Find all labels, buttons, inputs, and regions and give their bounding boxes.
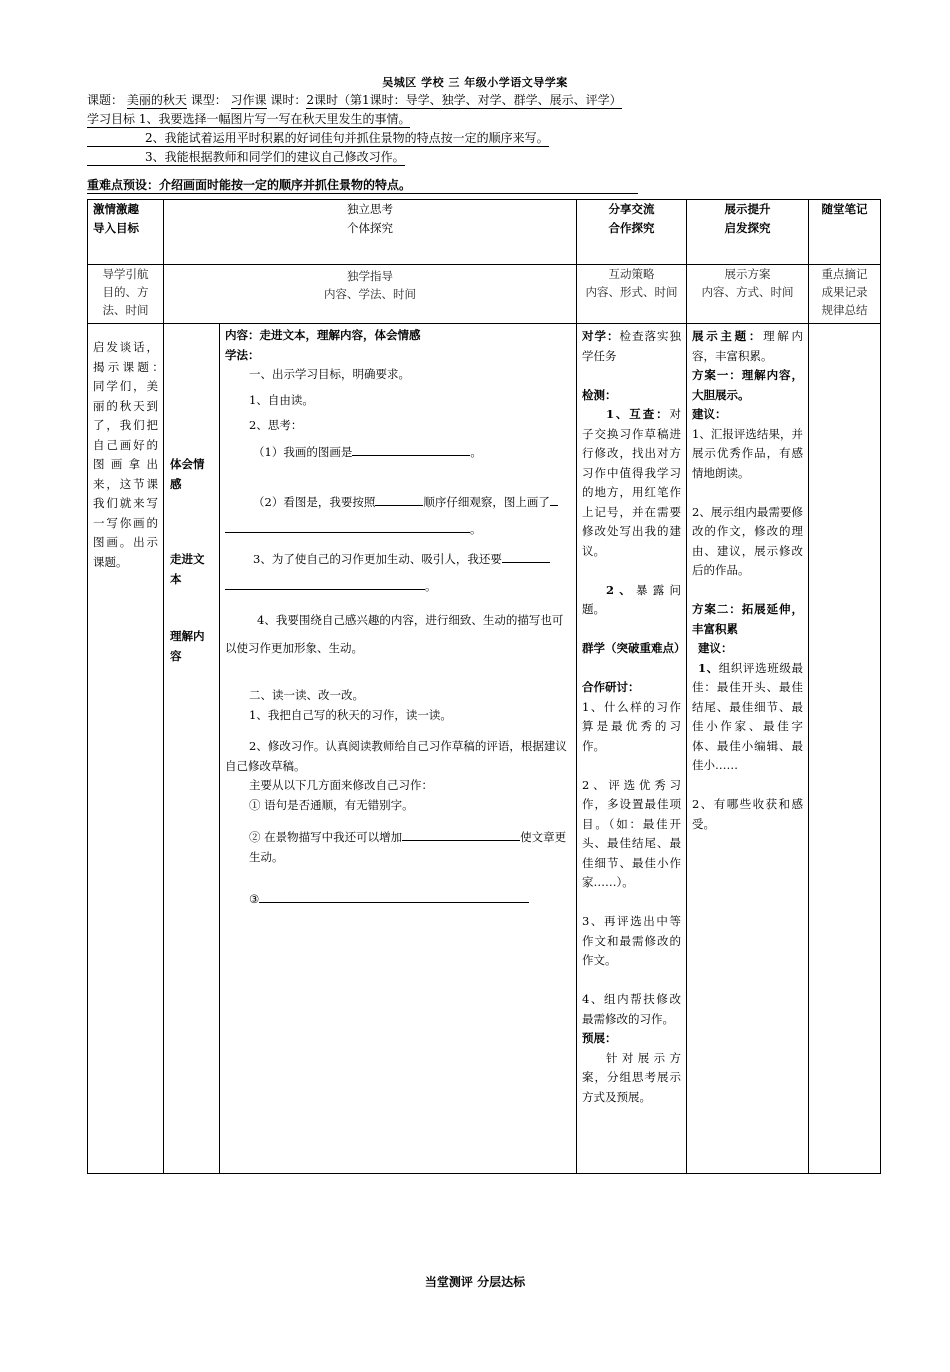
k1-text: 组织评选班级最佳：最佳开头、最佳结尾、最佳细节、最佳小作家、最佳字体、最佳小编辑、最佳小…… [692, 660, 803, 772]
modify-2: ② 在景物描写中我还可以增加 使文章更生动。 [225, 827, 571, 867]
study-method: 学法： [225, 347, 260, 362]
modify-1: ① 语句是否通顺，有无错别字。 [249, 797, 414, 812]
course-info-line [87, 92, 622, 109]
hours-value: 2课时（第1课时：导学、独学、对学、群学、展示、评学） [306, 93, 622, 107]
step-2b: 2、修改习作。认真阅读教师给自己习作草稿的评语，根据建议自己修改草稿。 [225, 739, 567, 773]
stage-1: 体会情感 [170, 457, 205, 491]
show-topic-label: 展示主题： [692, 329, 764, 343]
interact-cell [577, 324, 687, 1174]
subheader-col1: 导学引航 目的、方 法、时间 [88, 265, 164, 324]
yuzhan-text: 针对展示方案，分组思考展示方式及预展。 [582, 1050, 681, 1104]
hezuo-1: 1、什么样的习作算是最优秀的习作。 [582, 699, 681, 753]
notes-cell [809, 324, 881, 1174]
lesson-plan-table [87, 199, 881, 1174]
page-title: 吴城区 学校 三 年级小学语文导学案 [382, 76, 568, 89]
jianyi-2-label: 建议： [698, 641, 733, 655]
step-1: 一、出示学习目标，明确要求。 [249, 367, 410, 381]
stage-3: 理解内容 [170, 629, 205, 663]
jianyi-1: 1、汇报评选结果，并展示优秀作品，有感情地朗读。 [692, 426, 803, 480]
step-1a: 1、自由读。 [249, 392, 314, 407]
jianyi-label: 建议： [692, 407, 727, 421]
check-2-text: 暴露问题。 [582, 582, 681, 616]
step-2c: 主要从以下几方面来修改自己习作： [249, 778, 433, 792]
hezuo-label: 合作研讨： [582, 680, 640, 694]
check-label: 检测： [582, 387, 617, 402]
yuzhan-label: 预展： [582, 1031, 617, 1045]
lesson-type-label: 课型： [190, 93, 227, 107]
subheader-col5: 重点摘记 成果记录 规律总结 [809, 265, 881, 324]
header-col3: 分享交流 合作探究 [577, 200, 687, 265]
intro-cell [88, 324, 170, 1174]
hezuo-4: 4、组内帮扶修改最需修改的习作。 [582, 992, 681, 1026]
footer-text: 当堂测评 分层达标 [424, 1275, 526, 1289]
goal-3: 3、我能根据教师和同学们的建议自己修改习作。 [87, 149, 405, 166]
topic-value: 美丽的秋天 [126, 93, 187, 107]
hezuo-3: 3、再评选出中等作文和最需修改的作文。 [582, 914, 681, 967]
header-col1: 激情激趣 导入目标 [88, 200, 164, 265]
check-1-text: 对子交换习作草稿进行修改，找出对方习作中值得我学习的地方，用红笔作上记号，并在需要修改处写出我的建议。 [582, 407, 681, 558]
table-content-row [88, 324, 881, 1174]
subheader-col4: 展示方案 内容、方式、时间 [687, 265, 809, 324]
intro-text: 启发谈话，揭示课题： 同学们，美丽的秋天到了，我们把自己画好的图画拿出来，这节课我们就来写一写你画的图画。出示课题。 [93, 340, 170, 569]
subheader-col2: 独学指导 内容、学法、时间 [164, 265, 577, 324]
question-1: （1）我画的图画是 。 [225, 442, 571, 463]
step-2a: 1、我把自己写的秋天的习作，读一读。 [249, 707, 452, 722]
check-2-label: 2、 [606, 582, 636, 597]
question-3-blank: 。 [225, 576, 571, 597]
plan-1: 方案一：理解内容，大胆展示。 [692, 368, 803, 402]
study-content: 内容：走进文本，理解内容，体会情感 [225, 328, 421, 342]
stage-cell [164, 324, 220, 1174]
key-point: 重难点预设：介绍画面时能按一定的顺序并抓住景物的特点。 [87, 177, 638, 194]
question-4: 4、我要围绕自己感兴趣的内容，进行细致、生动的描写也可以使习作更加形象、生动。 [225, 613, 564, 655]
jianyi-2: 2、展示组内最需要修改的作文，修改的理由、建议，展示修改后的作品。 [692, 504, 803, 577]
header-col5: 随堂笔记 [809, 200, 881, 265]
step-2: 二、读一读、改一改。 [249, 688, 364, 702]
modify-3: ③ [225, 889, 571, 910]
subheader-col3: 互动策略 内容、形式、时间 [577, 265, 687, 324]
show-cell [687, 324, 809, 1174]
table-subheader-row [88, 265, 881, 324]
goal-2: 2、我能试着运用平时积累的好词佳句并抓住景物的特点按一定的顺序来写。 [87, 130, 549, 147]
hours-label: 课时： [270, 93, 307, 107]
stage-2: 走进文本 [170, 552, 205, 586]
header-col4: 展示提升 启发探究 [687, 200, 809, 265]
check-1-label: 1、互查： [606, 407, 670, 421]
topic-label: 课题： [87, 93, 124, 107]
header-col2: 独立思考 个体探究 [164, 200, 577, 265]
question-2-blank: 。 [225, 519, 571, 540]
plan-2: 方案二：拓展延伸，丰富积累 [692, 602, 803, 636]
lesson-type-value: 习作课 [230, 93, 267, 107]
question-2: （2）看图是，我要按照 顺序仔细观察，图上画了 [225, 492, 571, 513]
table-header-row [88, 200, 881, 265]
duixue-label: 对学： [582, 329, 620, 343]
k1-label: 1、 [698, 660, 719, 675]
question-3: 3、为了使自己的习作更加生动、吸引人，我还要 [225, 549, 571, 570]
step-1b: 2、思考： [249, 418, 303, 432]
study-cell [220, 324, 577, 1174]
goal-1: 学习目标 1、我要选择一幅图片写一写在秋天里发生的事情。 [87, 112, 411, 126]
show-topic: 理解内容，丰富积累。 [692, 329, 804, 363]
duixue-text: 检查落实独学任务 [582, 329, 681, 363]
k2-text: 2、有哪些收获和感受。 [692, 797, 803, 831]
qunxue-label: 群学（突破重难点） [582, 641, 686, 655]
hezuo-2: 2、评选优秀习作，多设置最佳项目。（如：最佳开头、最佳结尾、最佳细节、最佳小作家……）。 [582, 777, 681, 889]
